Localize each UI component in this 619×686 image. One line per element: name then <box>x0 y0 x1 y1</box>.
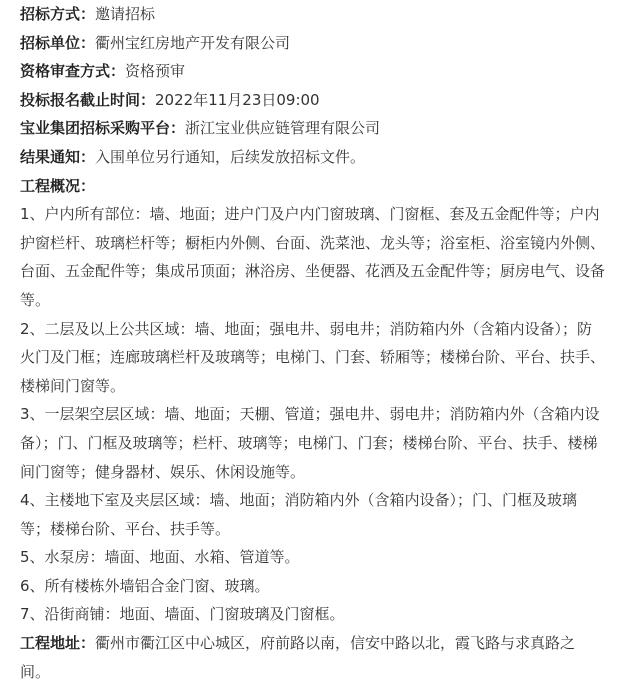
field-registration-deadline <box>20 86 605 115</box>
field-label: 结果通知： <box>20 147 96 166</box>
field-value: 衢州宝红房地产开发有限公司 <box>95 33 291 52</box>
field-label: 资格审查方式： <box>20 62 126 81</box>
field-value: 邀请招标 <box>95 5 156 23</box>
field-value: 资格预审 <box>125 62 186 81</box>
field-bidding-unit <box>20 29 605 58</box>
field-value: 2022年11月23日09:00 <box>155 90 320 109</box>
field-label: 投标报名截止时间： <box>20 90 156 109</box>
field-result-notice <box>20 143 605 172</box>
overview-heading-line <box>20 172 605 201</box>
overview-item-5: 5、水泵房：墙面、地面、水箱、管道等。 <box>20 548 300 567</box>
field-label: 宝业集团招标采购平台： <box>20 119 186 138</box>
overview-item-4: 4、主楼地下室及夹层区域：墙、地面；消防箱内外（含箱内设备）；门、门框及玻璃等；楼梯台阶、平台、扶手等。 <box>20 491 578 538</box>
field-procurement-platform <box>20 114 605 143</box>
field-project-address <box>20 629 605 686</box>
field-label: 招标方式： <box>20 5 96 23</box>
field-value: 入围单位另行通知，后续发放招标文件。 <box>95 147 366 166</box>
overview-heading: 工程概况： <box>20 176 96 195</box>
field-value: 浙江宝业供应链管理有限公司 <box>185 119 381 138</box>
field-label: 招标单位： <box>20 33 96 52</box>
field-label: 工程地址： <box>20 634 96 653</box>
overview-item-2: 2、二层及以上公共区域：墙、地面；强电井、弱电井；消防箱内外（含箱内设备）；防火门及门框；连廊玻璃栏杆及玻璃等；电梯门、门套、轿厢等；楼梯台阶、平台、扶手、楼梯间门窗等。 <box>20 319 606 395</box>
field-qualification-review <box>20 57 605 86</box>
overview-item-7: 7、沿街商铺：地面、墙面、门窗玻璃及门窗框。 <box>20 605 345 624</box>
field-bid-method <box>20 0 605 29</box>
overview-item-1: 1、户内所有部位：墙、地面；进户门及户内门窗玻璃、门窗框、套及五金配件等；户内护窗栏杆、玻璃栏杆等；橱柜内外侧、台面、洗菜池、龙头等；浴室柜、浴室镜内外侧、台面、五金配件等；集成吊顶面；淋浴房、坐便器、花洒及五金配件等；厨房电气、设备等。 <box>20 205 606 309</box>
field-value: 衢州市衢江区中心城区，府前路以南，信安中路以北，霞飞路与求真路之间。 <box>20 634 576 681</box>
overview-item-3: 3、一层架空层区域：墙、地面；天棚、管道；强电井、弱电井；消防箱内外（含箱内设备）；门、门框及玻璃等；栏杆、玻璃等；电梯门、门套；楼梯台阶、平台、扶手、楼梯间门窗等；健身器材、娱乐、休闲设施等。 <box>20 405 600 481</box>
overview-item-6: 6、所有楼栋外墙铝合金门窗、玻璃。 <box>20 576 270 595</box>
